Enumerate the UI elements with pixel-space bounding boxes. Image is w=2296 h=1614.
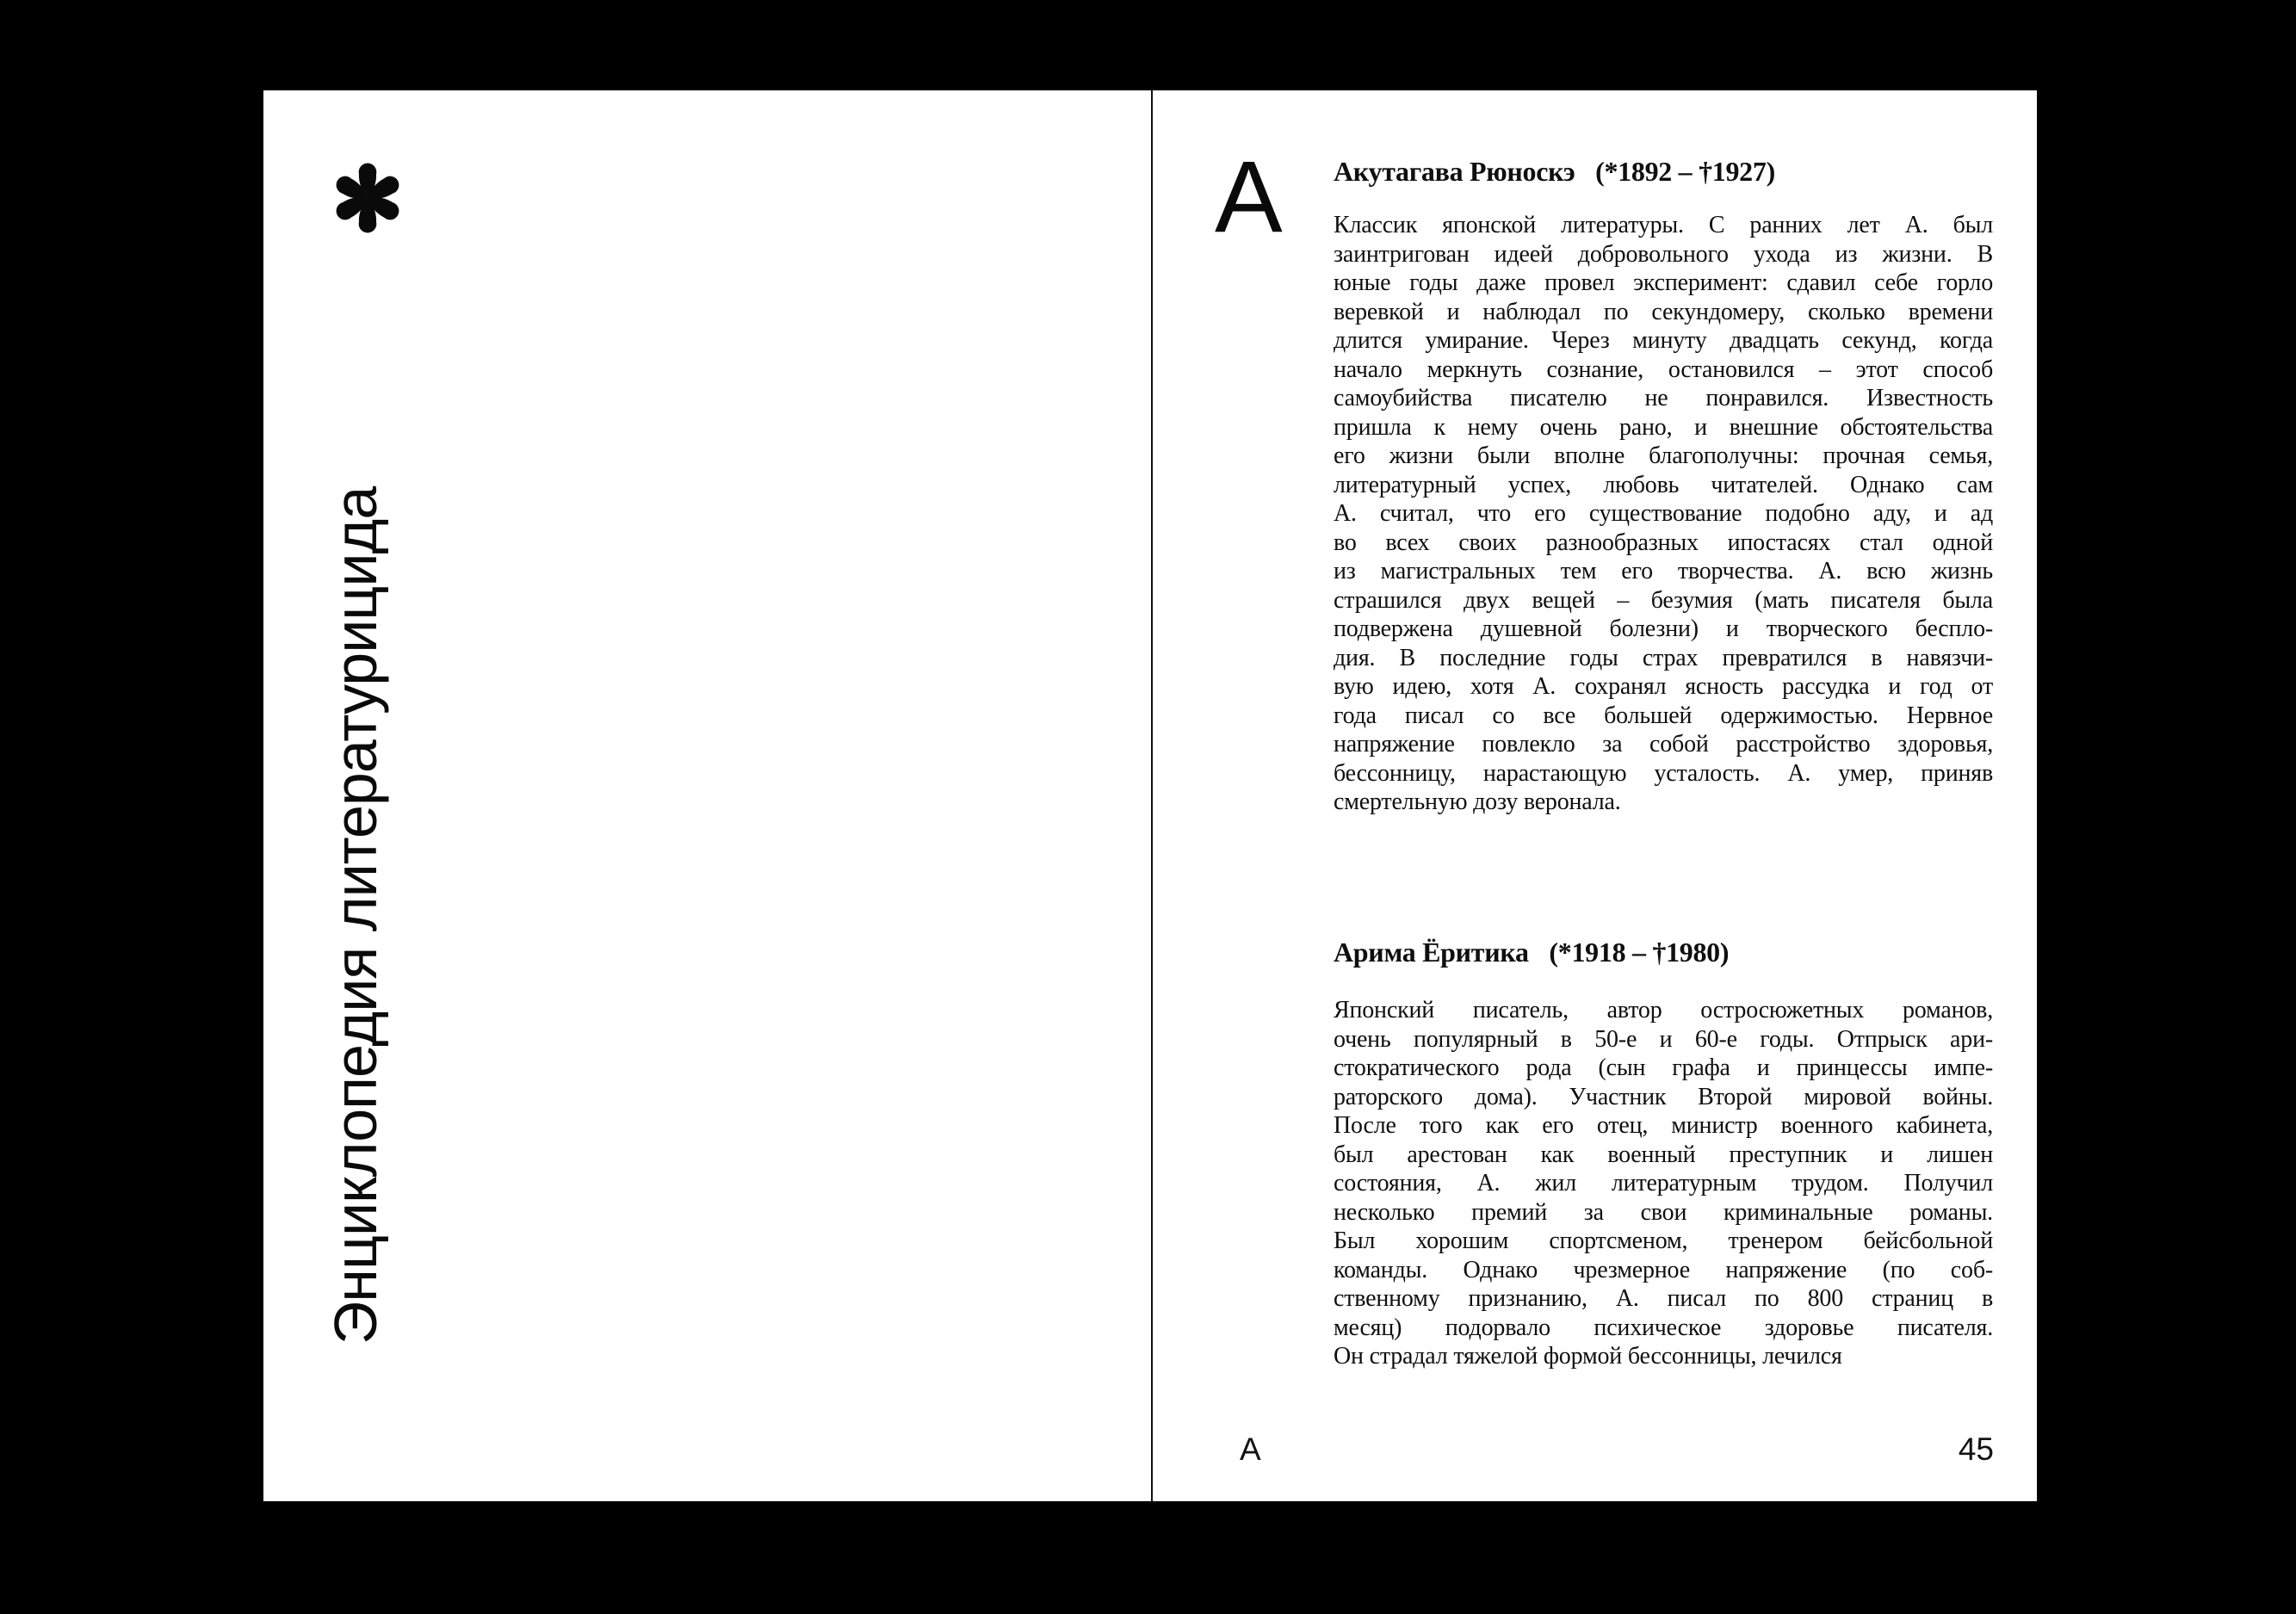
text-line: А. считал, что его существование подобно аду, и ад [1334, 500, 1993, 527]
text-line: дия. В последние годы страх превратился в навязчи- [1334, 644, 1993, 671]
text-line: года писал со все большей одержимостью. Нервное [1334, 702, 1993, 729]
text-line: состояния, А. жил литературным трудом. Получил [1334, 1170, 1993, 1197]
text-line: После того как его отец, министр военного кабинета, [1334, 1112, 1993, 1139]
right-page [1151, 90, 2039, 1501]
entry-name: Арима Ёритика [1334, 937, 1529, 968]
text-line: самоубийства писателю не понравился. Известность [1334, 385, 1993, 411]
entry-heading-akutagawa [1334, 158, 1775, 186]
text-line: был арестован как военный преступник и лишен [1334, 1141, 1993, 1168]
entry-body-akutagawa [1334, 211, 1993, 817]
text-line: во всех своих разнообразных ипостасях стал одной [1334, 529, 1993, 556]
text-line: бессонницу, нарастающую усталость. А. умер, приняв [1334, 759, 1993, 787]
entry-body-arima [1334, 996, 1993, 1371]
page-footer [1240, 1433, 1994, 1465]
entry-heading-arima [1334, 938, 1729, 967]
entry-dates: (*1892 – †1927) [1595, 156, 1775, 187]
text-line: Японский писатель, автор остросюжетных романов, [1334, 997, 1993, 1023]
text-line: из магистральных тем его творчества. А. всю жизнь [1334, 558, 1993, 584]
text-line: несколько премий за свои криминальные романы. [1334, 1198, 1993, 1226]
text-line: пришла к нему очень рано, и внешние обстоятельства [1334, 413, 1993, 441]
section-letter: А [1215, 140, 1283, 254]
text-line: стократического рода (сын графа и принцессы импе- [1334, 1054, 1993, 1081]
text-line: вую идею, хотя А. сохранял ясность рассудка и год от [1334, 673, 1993, 700]
text-line: литературный успех, любовь читателей. Однако сам [1334, 471, 1993, 498]
text-line: юные годы даже провел эксперимент: сдавил себе горло [1334, 269, 1993, 296]
text-line: веревкой и наблюдал по секундомеру, сколько времени [1334, 298, 1993, 325]
open-book-pages [263, 90, 2037, 1501]
left-page [263, 90, 1151, 1501]
asterisk-ornament-icon [331, 159, 405, 237]
text-line: смертельную дозу веронала. [1334, 788, 1621, 815]
text-line: начало меркнуть сознание, остановился – этот способ [1334, 356, 1993, 383]
text-line: страшился двух вещей – безумия (мать писателя была [1334, 586, 1993, 614]
text-line: Был хорошим спортсменом, тренером бейсбольной [1334, 1228, 1993, 1254]
text-line: команды. Однако чрезмерное напряжение (по соб- [1334, 1256, 1993, 1283]
text-line: его жизни были вполне благополучны: прочная семья, [1334, 442, 1993, 469]
entry-dates: (*1918 – †1980) [1549, 937, 1730, 968]
running-head-letter: А [1240, 1432, 1261, 1467]
text-line: подвержена душевной болезни) и творческого беспло- [1334, 615, 1993, 642]
text-line: напряжение повлекло за собой расстройство здоровья, [1334, 731, 1993, 758]
text-line: раторского дома). Участник Второй мировой войны. [1334, 1083, 1993, 1110]
text-line: заинтригован идеей добровольного ухода из жизни. В [1334, 240, 1993, 268]
spine-title: Энциклопедия литературицида [322, 486, 389, 1345]
text-line: ственному признанию, А. писал по 800 страниц в [1334, 1285, 1993, 1312]
text-line: Классик японской литературы. С ранних лет А. был [1334, 212, 1993, 238]
text-line: месяц) подорвало психическое здоровье писателя. [1334, 1314, 1993, 1341]
text-line: длится умирание. Через минуту двадцать секунд, когда [1334, 327, 1993, 354]
text-line: Он страдал тяжелой формой бессонницы, лечился [1334, 1343, 1842, 1370]
text-line: очень популярный в 50-е и 60-е годы. Отпрыск ари- [1334, 1025, 1993, 1053]
entry-name: Акутагава Рюноскэ [1334, 156, 1575, 187]
page-number: 45 [1958, 1432, 1994, 1467]
